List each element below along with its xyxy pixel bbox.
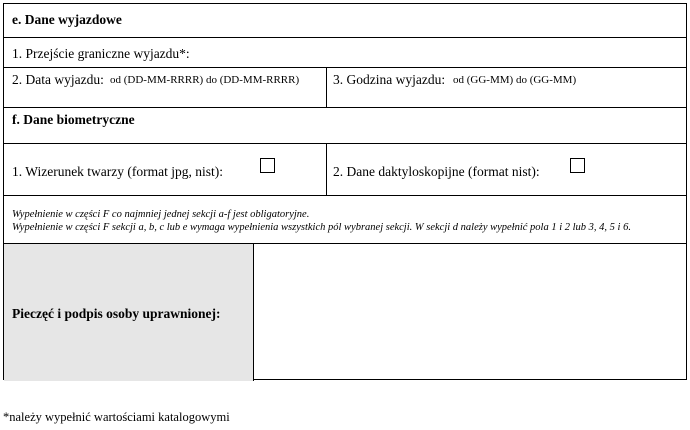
departure-time-label: 3. Godzina wyjazdu: xyxy=(333,72,446,87)
departure-biometric-form xyxy=(3,3,687,380)
fingerprint-checkbox[interactable] xyxy=(570,158,585,173)
departure-date-time-row xyxy=(4,68,686,108)
signature-field[interactable] xyxy=(254,244,686,381)
notes-row xyxy=(4,196,686,244)
section-e-title: e. Dane wyjazdowe xyxy=(12,12,122,27)
signature-row xyxy=(4,244,686,381)
signature-label: Pieczęć i podpis osoby uprawnionej: xyxy=(12,306,221,321)
face-image-checkbox[interactable] xyxy=(260,158,275,173)
departure-date-format: od (DD-MM-RRRR) do (DD-MM-RRRR) xyxy=(110,74,300,86)
biometric-row xyxy=(4,144,686,196)
departure-date-label: 2. Data wyjazdu: xyxy=(12,72,104,87)
fingerprint-label: 2. Dane daktyloskopijne (format nist): xyxy=(333,164,540,179)
section-f-header xyxy=(4,108,686,144)
signature-label-cell xyxy=(4,244,254,381)
cell-divider xyxy=(326,144,327,195)
departure-time-cell[interactable] xyxy=(327,68,686,107)
face-image-label: 1. Wizerunek twarzy (format jpg, nist): xyxy=(12,164,224,179)
note-line-1: Wypełnienie w części F co najmniej jednej sekcji a-f jest obligatoryjne. xyxy=(12,209,310,220)
departure-date-cell[interactable] xyxy=(4,68,326,107)
departure-time-format: od (GG-MM) do (GG-MM) xyxy=(453,74,577,86)
note-line-2: Wypełnienie w części F sekcji a, b, c lub e wymaga wypełnienia wszystkich pól wybranej sekcji. W sekcji d należy wypełnić pola 1 i 2 lub 3, 4, 5 i 6. xyxy=(12,222,631,233)
border-crossing-label: 1. Przejście graniczne wyjazdu*: xyxy=(12,46,190,61)
footnote: *należy wypełnić wartościami katalogowymi xyxy=(3,410,230,424)
border-crossing-row[interactable] xyxy=(4,38,686,68)
section-f-title: f. Dane biometryczne xyxy=(12,112,135,127)
section-e-header xyxy=(4,4,686,38)
